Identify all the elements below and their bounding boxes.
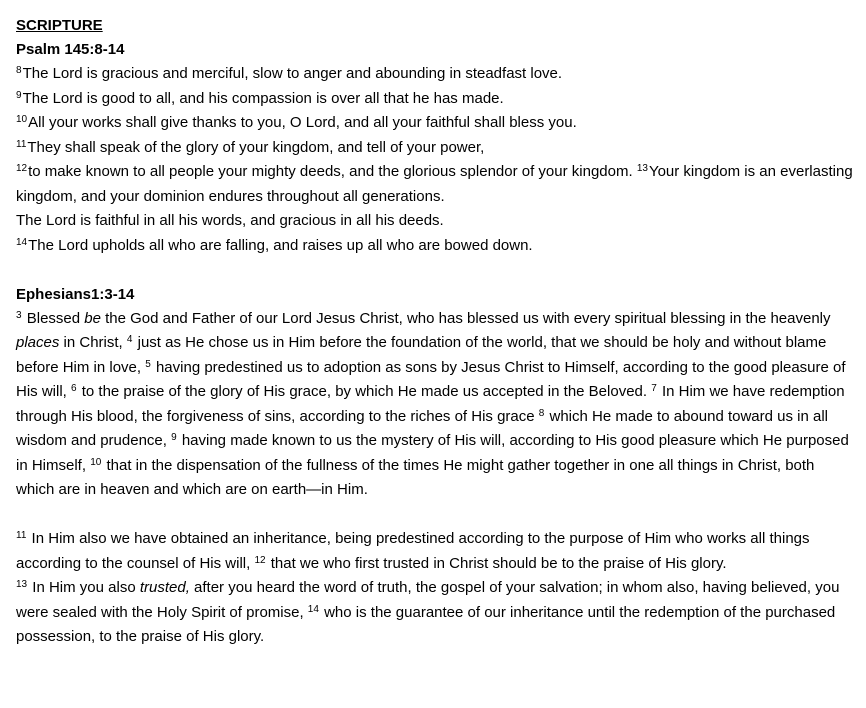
verse-text: The Lord is gracious and merciful, slow to anger and abounding in steadfast love.: [22, 65, 563, 82]
verse-text: having made known to us the mystery of His will, according to His good pleasure which He purposed in Himself,: [16, 432, 849, 474]
verse-number: 13: [16, 579, 28, 590]
psalm-verse-9: [16, 87, 854, 112]
verse-text: which He made to abound toward us in all wisdom and prudence,: [16, 407, 829, 449]
verse-text-italic: trusted,: [139, 579, 190, 596]
verse-text: In Him we have redemption through His blood, the forgiveness of sins, according to the riches of His grace: [16, 383, 845, 425]
verse-text: after you heard the word of truth, the gospel of your salvation; in whom also, having believed, you were sealed with the Holy Spirit of promise,: [16, 579, 840, 621]
verse-text: the God and Father of our Lord Jesus Christ, who has blessed us with every spiritual blessing in the heavenly: [100, 309, 831, 327]
section-spacer: [16, 258, 854, 283]
verse-text: to make known to all people your mighty deeds, and the glorious splendor of your kingdom.: [28, 163, 637, 180]
verse-number: 7: [651, 383, 657, 394]
psalm-verse-14: [16, 234, 854, 259]
paragraph-spacer: [16, 503, 854, 528]
verse-number: 14: [307, 603, 319, 615]
verse-number: 13: [636, 163, 648, 174]
verse-number: 3: [16, 309, 22, 321]
psalm-verse-13b: [16, 209, 854, 234]
verse-number: 9: [16, 89, 22, 101]
verse-text: Your kingdom is an everlasting kingdom, and your dominion endures throughout all generations.: [16, 163, 853, 205]
verse-text: In Him you also: [28, 579, 140, 596]
verse-text: The Lord upholds all who are falling, and raises up all who are bowed down.: [28, 236, 533, 254]
verse-text: Blessed: [22, 309, 85, 327]
psalm-reference: Psalm 145:8-14: [16, 41, 125, 58]
verse-text: just as He chose us in Him before the foundation of the world, that we should be holy and without blame before Him in love,: [16, 334, 827, 376]
verse-text-italic: places: [16, 334, 60, 351]
verse-number: 14: [16, 236, 28, 248]
verse-number: 5: [145, 358, 151, 370]
verse-number: 8: [16, 65, 22, 76]
ephesians-paragraph-2: [16, 527, 854, 576]
verse-text: The Lord is good to all, and his compassion is over all that he has made.: [22, 89, 504, 107]
verse-text: In Him also we have obtained an inheritance, being predestined according to the purpose of Him who works all things according to the counsel of His will,: [16, 530, 810, 572]
verse-number: 6: [71, 383, 77, 394]
psalm-verse-12-13: [16, 160, 854, 209]
verse-text: who is the guarantee of our inheritance until the redemption of the purchased possession, to the praise of His glory.: [16, 603, 836, 645]
ephesians-paragraph-1: [16, 307, 854, 503]
psalm-verse-8: [16, 62, 854, 87]
verse-number: 12: [254, 554, 266, 566]
verse-number: 10: [16, 114, 28, 125]
psalm-verse-10: [16, 111, 854, 136]
verse-text: All your works shall give thanks to you, O Lord, and all your faithful shall bless you.: [28, 114, 577, 131]
verse-number: 11: [16, 138, 27, 150]
verse-number: 4: [126, 334, 133, 345]
verse-number: 10: [90, 456, 102, 468]
verse-text: that we who first trusted in Christ should be to the praise of His glory.: [266, 554, 727, 572]
verse-text: in Christ,: [59, 334, 127, 351]
verse-text: The Lord is faithful in all his words, and gracious in all his deeds.: [16, 212, 444, 229]
ephesians-reference: Ephesians1:3-14: [16, 285, 135, 303]
ephesians-paragraph-3: [16, 576, 854, 650]
psalm-verse-11: [16, 136, 854, 161]
verse-text: They shall speak of the glory of your kingdom, and tell of your power,: [27, 138, 485, 156]
verse-number: 11: [16, 530, 27, 541]
page-title: SCRIPTURE: [16, 17, 103, 34]
verse-text: that in the dispensation of the fullness of the times He might gather together in one all things in Christ, both which are in heaven and which are on earth—in Him.: [16, 456, 815, 498]
verse-text: having predestined us to adoption as sons by Jesus Christ to Himself, according to the good pleasure of His will,: [16, 358, 846, 400]
verse-number: 12: [16, 163, 28, 174]
verse-text-italic: be: [84, 309, 101, 327]
verse-number: 8: [538, 407, 545, 419]
verse-number: 9: [171, 432, 177, 443]
verse-text: to the praise of the glory of His grace, by which He made us accepted in the Beloved.: [77, 383, 652, 400]
